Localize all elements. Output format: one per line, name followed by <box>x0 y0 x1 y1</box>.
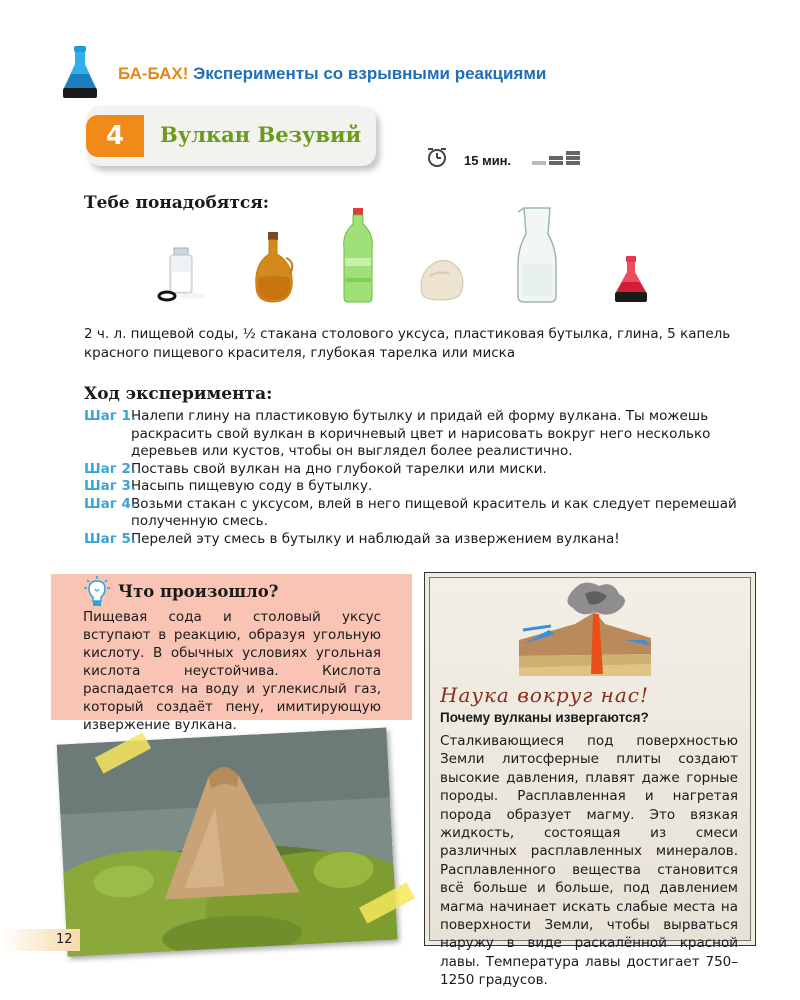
experiment-number: 4 <box>86 115 144 157</box>
plastic-bottle-icon <box>340 208 376 304</box>
header-title <box>118 64 546 84</box>
page-number: 12 <box>56 932 73 947</box>
experiment-title: Вулкан Везувий <box>160 122 362 147</box>
step-item <box>84 496 748 531</box>
step-label: Шаг 4. <box>84 495 137 512</box>
experiment-time: 15 мин. <box>464 153 512 168</box>
step-text: Возьми стакан с уксусом, влей в него пищевой краситель и как следует перемешай полученную смесь. <box>131 495 737 529</box>
step-text: Насыпь пищевую соду в бутылку. <box>131 478 373 494</box>
header-subtitle: Эксперименты со взрывными реакциями <box>193 64 547 83</box>
vinegar-bottle-icon <box>250 230 298 304</box>
science-heading: Наука вокруг нас! <box>440 683 650 707</box>
step-label: Шаг 1. <box>84 408 137 424</box>
red-dye-flask-icon <box>614 254 648 304</box>
what-happened-text: Пищевая сода и столовый уксус вступают в реакцию, образуя угольную кислоту. В обычных условиях угольная кислота неустойчива. Кислота распадается на воду и углекислый газ, который создаёт пену, имитирующую извержение вулкана. <box>83 609 381 733</box>
steps-heading: Ход эксперимента: <box>84 384 273 404</box>
step-item <box>84 408 748 461</box>
step-item <box>84 531 748 549</box>
soda-jar-icon <box>154 246 210 304</box>
step-text: Перелей эту смесь в бутылку и наблюдай за извержением вулкана! <box>131 530 620 547</box>
step-text: Поставь свой вулкан на дно глубокой тарелки или миски. <box>131 460 547 477</box>
science-text: Сталкивающиеся под поверхностью Земли литосферные плиты создают высокие давления, плавят даже горные породы. Расплавленная и нагретая порода образует магму. Это вязкая жидкость, состоящая из смеси различных расплавленных минералов. Расплавленного вещества становится всё больше и больше, под давлением магма начинает искать слабые места на поверхности Земли, чтобы вырваться наружу в виде раскалённой красной лавы. Температура лавы достигает 750–1250 градусов. <box>440 733 738 989</box>
glass-carafe-icon <box>516 204 558 304</box>
step-text: Налепи глину на пластиковую бутылку и придай ей форму вулкана. Ты можешь раскрасить свой вулкан в коричневый цвет и нарисовать вокруг него несколько деревьев или кустов, чтобы он выглядел более реалистично. <box>131 408 711 459</box>
needs-heading: Тебе понадобятся: <box>84 193 270 213</box>
steps-list <box>84 408 748 548</box>
brand-name: БА-БАХ! <box>118 64 189 83</box>
difficulty-bars-icon <box>532 151 582 167</box>
timer-icon <box>426 146 448 168</box>
materials-list: 2 ч. л. пищевой соды, ½ стакана столового уксуса, пластиковая бутылка, глина, 5 капель красного пищевого красителя, глубокая тарелка или миска <box>84 326 731 361</box>
volcano-diagram-icon <box>515 578 655 678</box>
step-label: Шаг 3. <box>84 478 137 494</box>
step-label: Шаг 5. <box>84 530 137 547</box>
clay-icon <box>416 254 468 302</box>
step-label: Шаг 2. <box>84 460 137 477</box>
flask-icon <box>60 44 100 100</box>
what-happened-heading: Что произошло? <box>118 582 279 601</box>
lightbulb-icon <box>84 575 110 609</box>
science-subheading: Почему вулканы извергаются? <box>440 710 649 725</box>
step-item <box>84 478 748 496</box>
step-item <box>84 461 748 479</box>
